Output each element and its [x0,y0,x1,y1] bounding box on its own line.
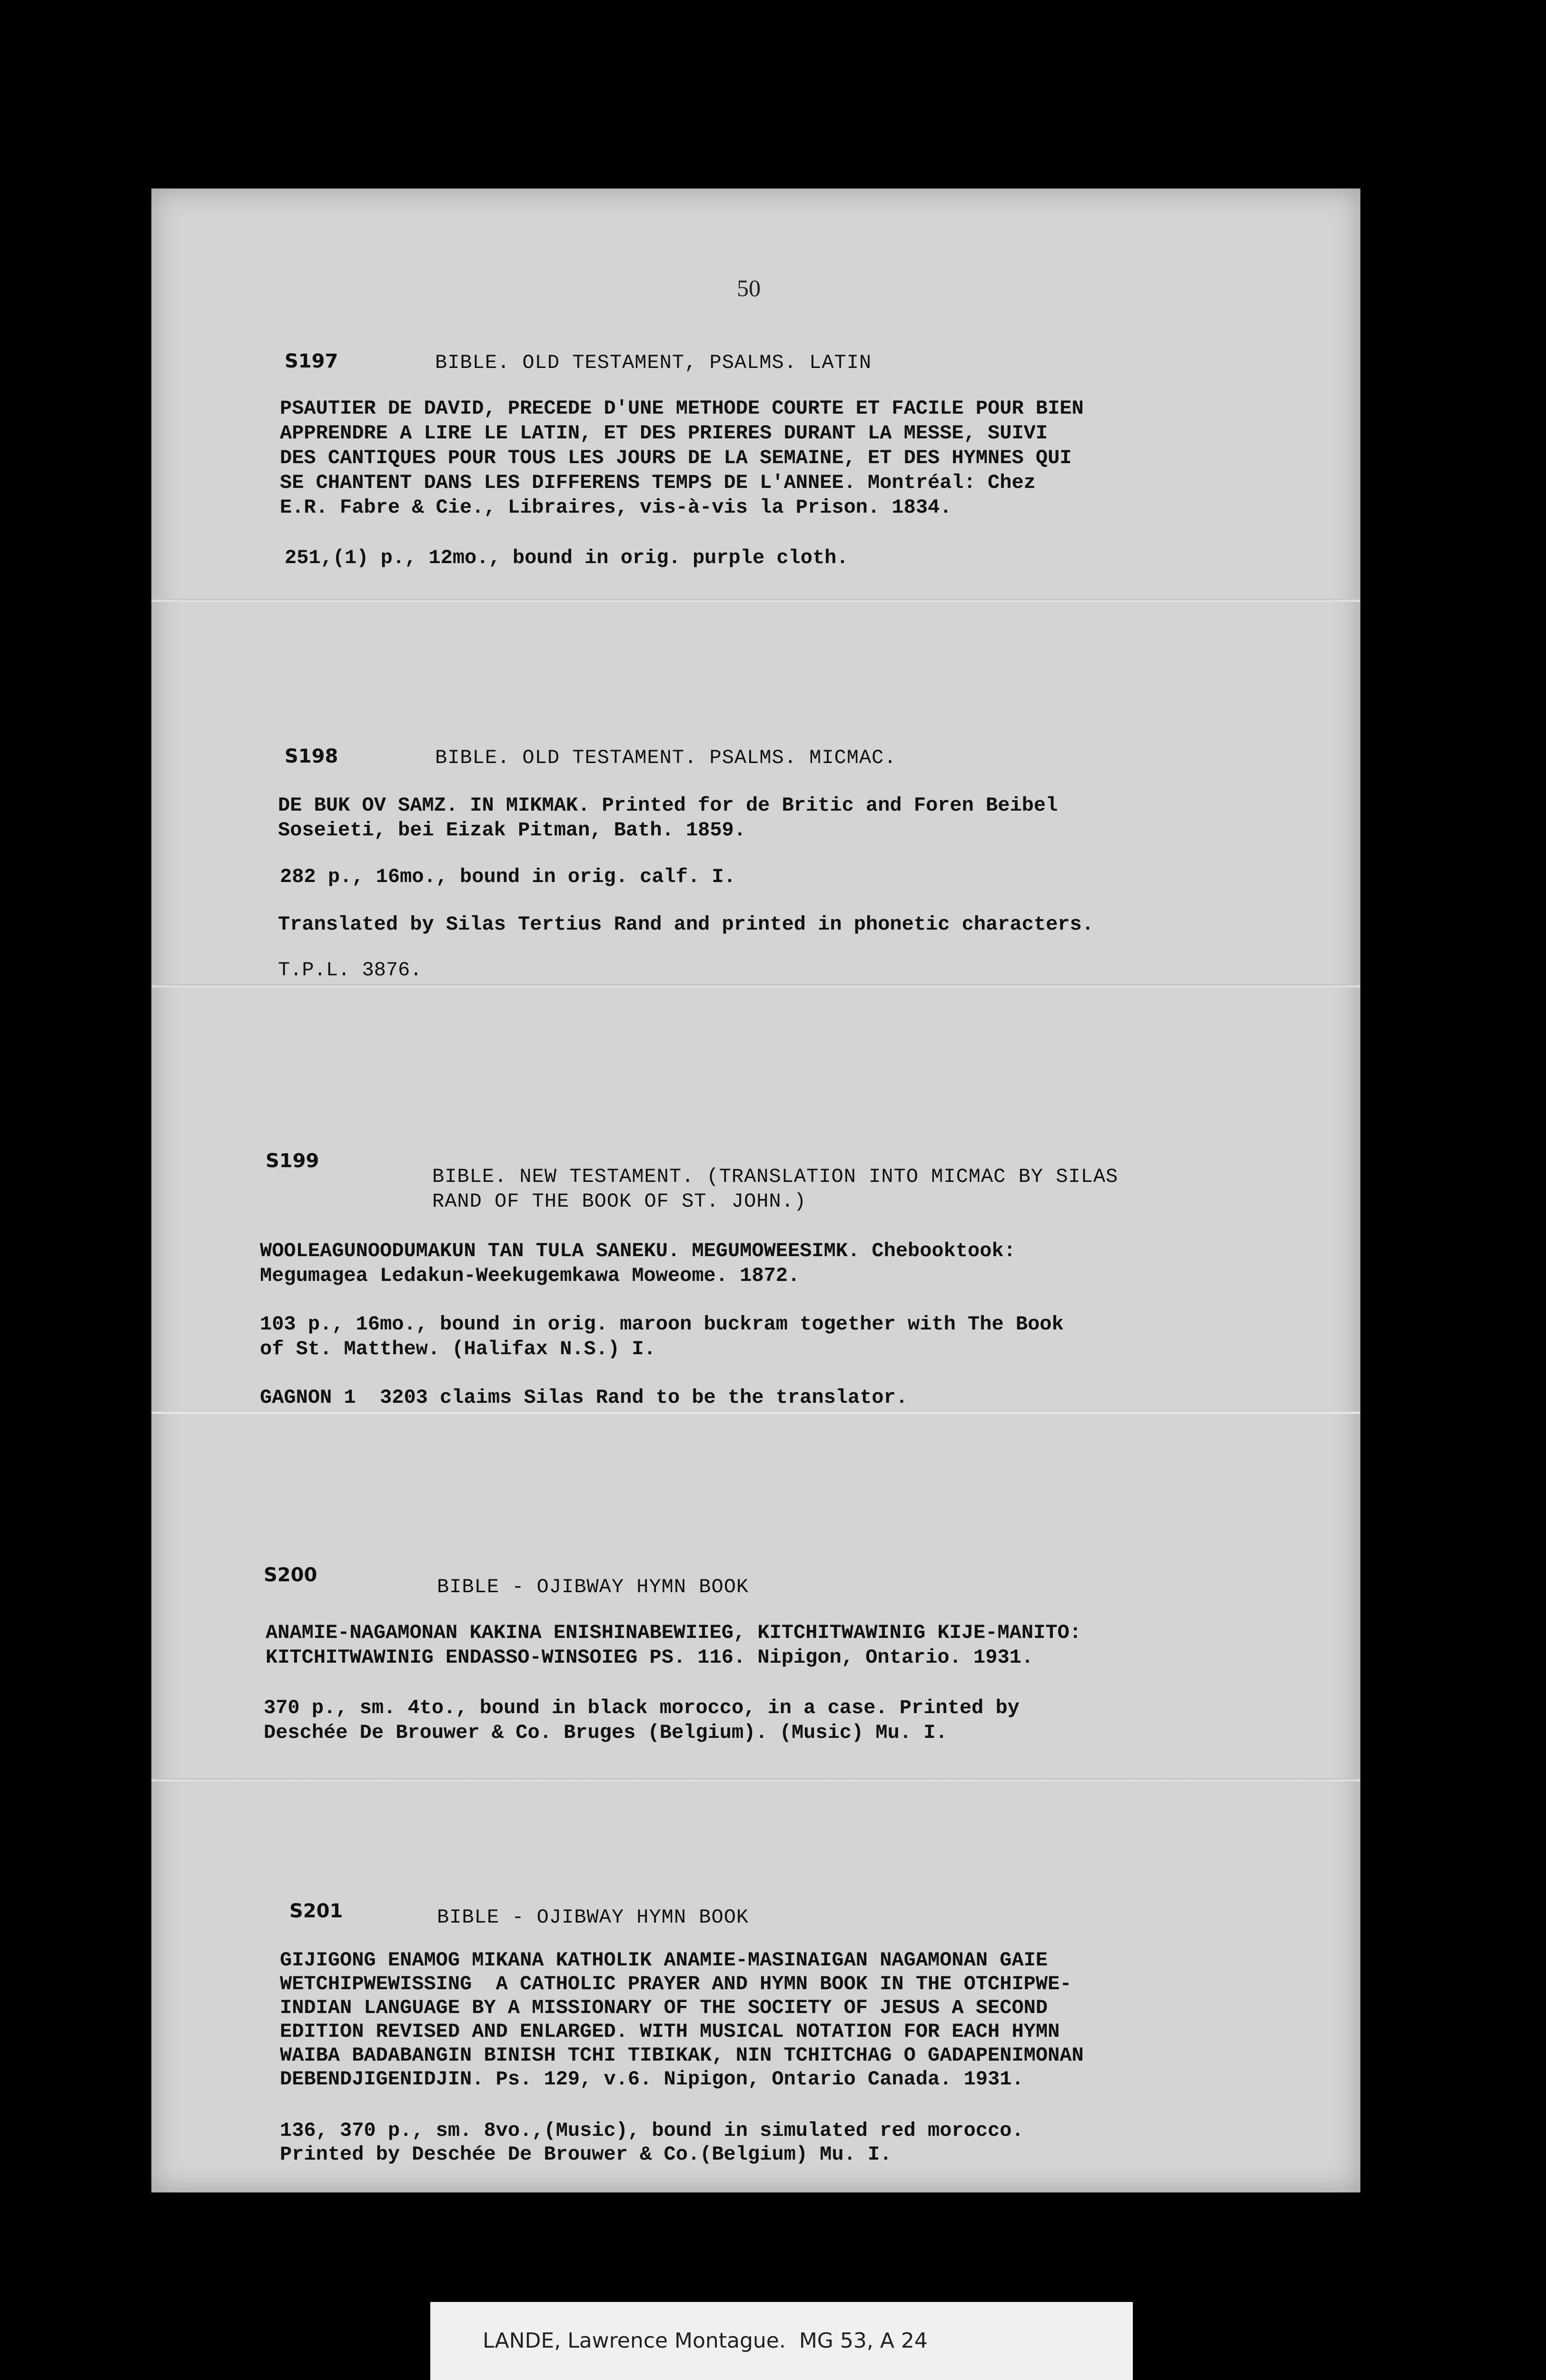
entry-collation-line: 370 p., sm. 4to., bound in black morocco, in a case. Printed by [264,1696,1020,1719]
entry-number: S200 [264,1564,317,1586]
entry-heading: BIBLE - OJIBWAY HYMN BOOK [437,1906,749,1929]
entry-collation: 282 p., 16mo., bound in orig. calf. I. [280,865,736,888]
entry-title-line: KITCHITWAWINIG ENDASSO-WINSOIEG PS. 116. Nipigon, Ontario. 1931. [266,1646,1034,1669]
entry-number: S201 [289,1900,343,1922]
entry-title-line: PSAUTIER DE DAVID, PRECEDE D'UNE METHODE COURTE ET FACILE POUR BIEN [280,397,1084,420]
entry-collation-line: Deschée De Brouwer & Co. Bruges (Belgium). (Music) Mu. I. [264,1721,948,1744]
entry-collation: 251,(1) p., 12mo., bound in orig. purple cloth. [285,546,849,569]
entry-title-line: DEBENDJIGENIDJIN. Ps. 129, v.6. Nipigon, Ontario Canada. 1931. [280,2068,1024,2091]
entry-title-line: INDIAN LANGUAGE BY A MISSIONARY OF THE SOCIETY OF JESUS A SECOND [280,1996,1048,2019]
entry-title-line: WOOLEAGUNOODUMAKUN TAN TULA SANEKU. MEGUMOWEESIMK. Chebooktook: [260,1240,1016,1262]
entry-title-line: DES CANTIQUES POUR TOUS LES JOURS DE LA SEMAINE, ET DES HYMNES QUI [280,446,1072,469]
entry-heading-line: RAND OF THE BOOK OF ST. JOHN.) [432,1190,807,1213]
entry-number: S198 [285,745,338,767]
entry-heading: BIBLE. OLD TESTAMENT, PSALMS. LATIN [435,351,872,374]
entry-heading: BIBLE. OLD TESTAMENT. PSALMS. MICMAC. [435,746,897,769]
entry-heading-line: BIBLE. NEW TESTAMENT. (TRANSLATION INTO MICMAC BY SILAS [432,1165,1119,1188]
entry-title-line: WAIBA BADABANGIN BINISH TCHI TIBIKAK, NIN TCHITCHAG O GADAPENIMONAN [280,2044,1084,2067]
entry-title-line: E.R. Fabre & Cie., Libraires, vis-à-vis la Prison. 1834. [280,496,952,519]
entry-title-line: APPRENDRE A LIRE LE LATIN, ET DES PRIERES DURANT LA MESSE, SUIVI [280,422,1048,445]
entry-title-line: ANAMIE-NAGAMONAN KAKINA ENISHINABEWIIEG, KITCHITWAWINIG KIJE-MANITO: [266,1621,1081,1644]
entry-note: Translated by Silas Tertius Rand and printed in phonetic characters. [278,913,1094,936]
entry-collation-line: 103 p., 16mo., bound in orig. maroon buckram together with The Book [260,1313,1064,1336]
entry-note: GAGNON 1 3203 claims Silas Rand to be the translator. [260,1386,908,1409]
archive-reference: LANDE, Lawrence Montague. MG 53, A 24 [483,2329,928,2353]
entry-title-line: DE BUK OV SAMZ. IN MIKMAK. Printed for de Britic and Foren Beibel [278,794,1058,817]
entry-title-line: Soseieti, bei Eizak Pitman, Bath. 1859. [278,819,746,842]
separator [151,984,1360,987]
separator [151,1412,1360,1414]
entry-title-line: GIJIGONG ENAMOG MIKANA KATHOLIK ANAMIE-MASINAIGAN NAGAMONAN GAIE [280,1949,1048,1972]
entry-heading: BIBLE - OJIBWAY HYMN BOOK [437,1576,749,1598]
separator [151,1778,1360,1781]
entry-reference: T.P.L. 3876. [278,959,422,982]
entry-title-line: WETCHIPWEWISSING A CATHOLIC PRAYER AND HYMN BOOK IN THE OTCHIPWE- [280,1973,1072,1995]
archive-label [430,2302,1133,2380]
catalogue-page [151,188,1360,2192]
entry-number: S197 [285,350,338,372]
page-number: 50 [737,275,761,301]
entry-collation-line: Printed by Deschée De Brouwer & Co.(Belgium) Mu. I. [280,2143,892,2166]
entry-title-line: Megumagea Ledakun-Weekugemkawa Moweome. 1872. [260,1264,800,1287]
entry-collation-line: of St. Matthew. (Halifax N.S.) I. [260,1338,656,1360]
separator [151,599,1360,602]
entry-collation-line: 136, 370 p., sm. 8vo.,(Music), bound in simulated red morocco. [280,2119,1024,2142]
entry-number: S199 [266,1150,319,1172]
entry-title-line: SE CHANTENT DANS LES DIFFERENS TEMPS DE L'ANNEE. Montréal: Chez [280,471,1036,494]
entry-title-line: EDITION REVISED AND ENLARGED. WITH MUSICAL NOTATION FOR EACH HYMN [280,2020,1060,2043]
